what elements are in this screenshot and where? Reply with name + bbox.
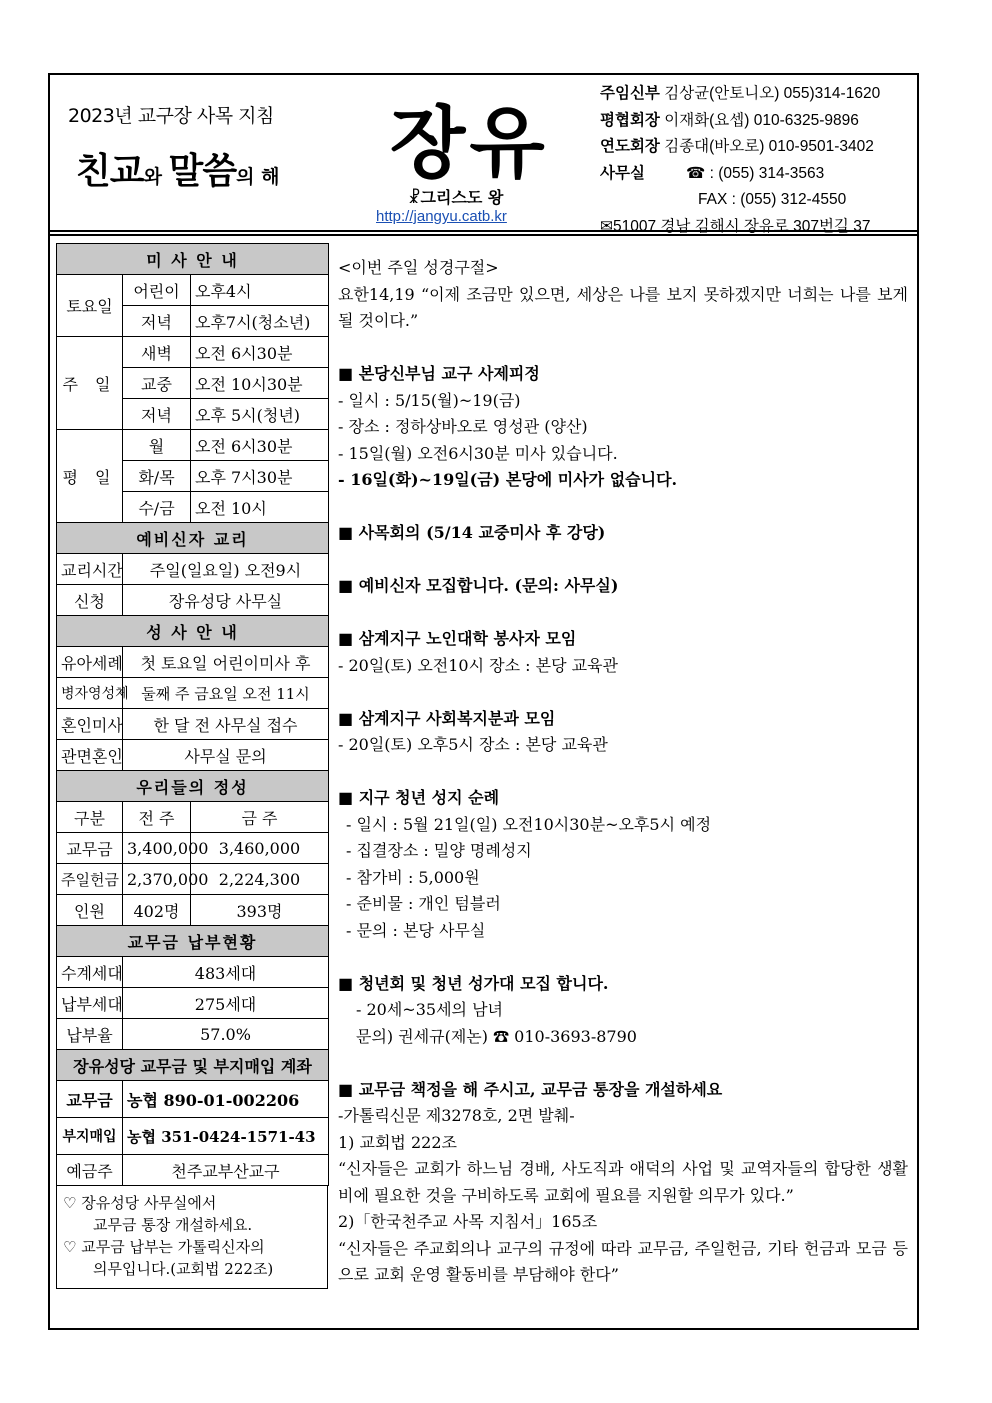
offering-label: 주일헌금 xyxy=(57,864,123,895)
offering-prev: 2,370,000 xyxy=(123,864,191,895)
mass-type: 저녁 xyxy=(123,306,191,337)
account-label: 예금주 xyxy=(57,1155,123,1186)
account-label: 부지매입 xyxy=(57,1118,123,1155)
sacrament-label: 혼인미사 xyxy=(57,709,123,740)
contact-fax xyxy=(600,187,880,214)
feast-subtitle: ☧그리스도 왕 xyxy=(408,188,504,207)
section-ref: 2)「한국천주교 사목 지침서」165조 xyxy=(338,1212,598,1231)
section-title: ■ 삼계지구 사회복지분과 모임 xyxy=(338,708,556,728)
section-title: ■ 본당신부님 교구 사제피정 xyxy=(338,364,540,383)
offering-heading: 우리들의 정성 xyxy=(57,771,329,802)
section-line: - 집결장소 : 밀양 명례성지 xyxy=(346,841,532,860)
offering-label: 교무금 xyxy=(57,833,123,864)
section-line: 문의) 권세규(제논) ☎ 010-3693-8790 xyxy=(356,1026,637,1046)
section-title: ■ 사목회의 (5/14 교중미사 후 강당) xyxy=(338,523,606,542)
offering-prev: 3,400,000 xyxy=(123,833,191,864)
offering-prev: 402명 xyxy=(123,895,191,926)
offering-label: 인원 xyxy=(57,895,123,926)
sacrament-heading: 성 사 안 내 xyxy=(57,616,329,647)
mass-type: 교중 xyxy=(123,368,191,399)
mass-type: 새벽 xyxy=(123,337,191,368)
mass-type: 화/목 xyxy=(123,461,191,492)
mass-time: 오후 7시30분 xyxy=(191,461,329,492)
section-quote: “신자들은 주교회의나 교구의 규정에 따라 교무금, 주일헌금, 기타 헌금과 모금 등으로 교회 운영 활동비를 부담해야 한다” xyxy=(338,1238,908,1284)
sacrament-value: 한 달 전 사무실 접수 xyxy=(123,709,329,740)
offering-curr: 3,460,000 xyxy=(191,833,329,864)
section-title: ■ 삼계지구 노인대학 봉사자 모임 xyxy=(338,629,577,648)
mass-time: 오전 10시 xyxy=(191,492,329,523)
dues-label: 납부세대 xyxy=(57,988,123,1019)
header-divider xyxy=(50,234,917,236)
section-quote: “신자들은 교회가 하느님 경배, 사도직과 애덕의 사업 및 교역자들의 합당한 생활비에 필요한 것을 구비하도록 교회에 필요를 지원할 의무가 있다.” xyxy=(338,1159,908,1205)
announcements xyxy=(338,255,908,1289)
section-line: - 준비물 : 개인 텀블러 xyxy=(346,894,501,913)
mass-time: 오후4시 xyxy=(191,275,329,306)
sacrament-label: 유아세례 xyxy=(57,647,123,678)
mass-type: 저녁 xyxy=(123,399,191,430)
accounts-note xyxy=(56,1186,328,1289)
note-line: ♡ 교무금 납부는 가톨릭신자의 xyxy=(63,1238,265,1256)
mass-time: 오후7시(청소년) xyxy=(191,306,329,337)
mass-day-label: 주 일 xyxy=(57,337,123,430)
contact-address xyxy=(600,214,880,241)
offering-curr: 393명 xyxy=(191,895,329,926)
section-line: - 20일(토) 오전10시 장소 : 본당 교육관 xyxy=(338,655,618,675)
mass-heading: 미 사 안 내 xyxy=(57,244,329,275)
account-label: 교무금 xyxy=(57,1081,123,1118)
mass-type: 어린이 xyxy=(123,275,191,306)
section-line: - 장소 : 정하상바오로 영성관 (양산) xyxy=(338,417,588,436)
mass-type: 수/금 xyxy=(123,492,191,523)
catechumen-label: 교리시간 xyxy=(57,554,123,585)
section-title: ■ 지구 청년 성지 순례 xyxy=(338,788,500,807)
offering-header: 구분 xyxy=(57,802,123,833)
dues-value: 57.0% xyxy=(123,1019,329,1050)
contact-label: 연도회장 xyxy=(600,138,660,155)
offering-curr: 2,224,300 xyxy=(191,864,329,895)
dues-value: 483세대 xyxy=(123,957,329,988)
parish-title: 장유 xyxy=(390,99,549,189)
contact-value: 김종대(바오로) 010-9501-3402 xyxy=(664,138,874,155)
theme-conj-1: 와 xyxy=(143,166,169,188)
mass-time: 오후 5시(청년) xyxy=(191,399,329,430)
parish-url-link[interactable]: http://jangyu.catb.kr xyxy=(376,208,507,225)
verse-title: <이번 주일 성경구절> xyxy=(338,258,499,277)
contact-prayer xyxy=(600,134,880,161)
sacrament-value: 사무실 문의 xyxy=(123,740,329,771)
bulletin-header xyxy=(50,75,917,235)
contact-value: 이재화(요셉) 010-6325-9896 xyxy=(664,111,859,129)
account-value: 천주교부산교구 xyxy=(123,1155,329,1186)
accounts-heading: 장유성당 교무금 및 부지매입 계좌 xyxy=(57,1050,329,1081)
section-line: - 문의 : 본당 사무실 xyxy=(346,920,486,940)
catechumen-heading: 예비신자 교리 xyxy=(57,523,329,554)
account-value: 농협 890-01-002206 xyxy=(123,1081,329,1118)
catechumen-value: 주일(일요일) 오전9시 xyxy=(123,554,329,585)
catechumen-value: 장유성당 사무실 xyxy=(123,585,329,616)
section-title: ■ 교무금 책정을 해 주시고, 교무금 통장을 개설하세요 xyxy=(338,1079,723,1099)
offering-header: 금 주 xyxy=(191,802,329,833)
account-value: 농협 351-0424-1571-43 xyxy=(123,1118,329,1155)
sacrament-value: 첫 토요일 어린이미사 후 xyxy=(123,647,329,678)
contact-value: FAX : (055) 312-4550 xyxy=(698,191,847,208)
section-line-emphasis: - 16일(화)~19일(금) 본당에 미사가 없습니다. xyxy=(338,470,678,489)
section-line: - 참가비 : 5,000원 xyxy=(346,867,480,887)
theme-year: 2023년 교구장 사목 지침 xyxy=(68,105,274,127)
theme-word-1: 친교 xyxy=(76,151,144,192)
contact-label: 사무실 xyxy=(600,164,645,182)
contact-office xyxy=(600,161,880,188)
theme-conj-2: 의 해 xyxy=(236,166,280,188)
sacrament-label: 병자영성체 xyxy=(57,678,123,709)
contact-pastor xyxy=(600,81,880,108)
theme-slogan xyxy=(76,143,279,194)
section-line: - 일시 : 5/15(월)~19(금) xyxy=(338,390,521,410)
dues-label: 납부율 xyxy=(57,1019,123,1050)
theme-word-2: 말씀 xyxy=(168,151,237,192)
mass-time: 오전 6시30분 xyxy=(191,430,329,461)
contact-value: ☎ : (055) 314-3563 xyxy=(686,164,825,182)
note-line: 교무금 통장 개설하세요. xyxy=(93,1216,253,1234)
mass-day-label: 평 일 xyxy=(57,430,123,523)
contact-label: 평협회장 xyxy=(600,111,660,129)
contact-value: ✉51007 경남 김해시 장유로 307번길 37 xyxy=(600,217,871,235)
section-line: - 일시 : 5월 21일(일) 오전10시30분~오후5시 예정 xyxy=(346,814,712,834)
dues-heading: 교무금 납부현황 xyxy=(57,926,329,957)
contact-council xyxy=(600,108,880,135)
sacrament-value: 둘째 주 금요일 오전 11시 xyxy=(123,678,329,709)
catechumen-label: 신청 xyxy=(57,585,123,616)
section-title: ■ 청년회 및 청년 성가대 모집 합니다. xyxy=(338,973,609,993)
mass-type: 월 xyxy=(123,430,191,461)
contact-block xyxy=(600,81,880,240)
section-line: - 15일(월) 오전6시30분 미사 있습니다. xyxy=(338,443,618,463)
mass-time: 오전 10시30분 xyxy=(191,368,329,399)
info-table xyxy=(56,243,329,1186)
dues-label: 수계세대 xyxy=(57,957,123,988)
bulletin-frame xyxy=(48,73,919,1330)
verse-text: 요한14,19 “이제 조금만 있으면, 세상은 나를 보지 못하겠지만 너희는 나를 보게 될 것이다.” xyxy=(338,284,908,330)
note-line: ♡ 장유성당 사무실에서 xyxy=(63,1194,217,1212)
contact-value: 김상균(안토니오) 055)314-1620 xyxy=(664,85,881,102)
offering-header: 전 주 xyxy=(123,802,191,833)
dues-value: 275세대 xyxy=(123,988,329,1019)
contact-label: 주임신부 xyxy=(600,85,660,102)
sacrament-label: 관면혼인 xyxy=(57,740,123,771)
section-line: - 20세~35세의 남녀 xyxy=(356,1000,503,1019)
mass-day-label: 토요일 xyxy=(57,275,123,337)
section-title: ■ 예비신자 모집합니다. (문의: 사무실) xyxy=(338,576,619,595)
section-ref: 1) 교회법 222조 xyxy=(338,1132,457,1152)
section-source: -가톨릭신문 제3278호, 2면 발췌- xyxy=(338,1106,575,1125)
note-line: 의무입니다.(교회법 222조) xyxy=(93,1260,274,1278)
info-sidebar xyxy=(56,243,328,1289)
section-line: - 20일(토) 오후5시 장소 : 본당 교육관 xyxy=(338,735,608,754)
mass-time: 오전 6시30분 xyxy=(191,337,329,368)
